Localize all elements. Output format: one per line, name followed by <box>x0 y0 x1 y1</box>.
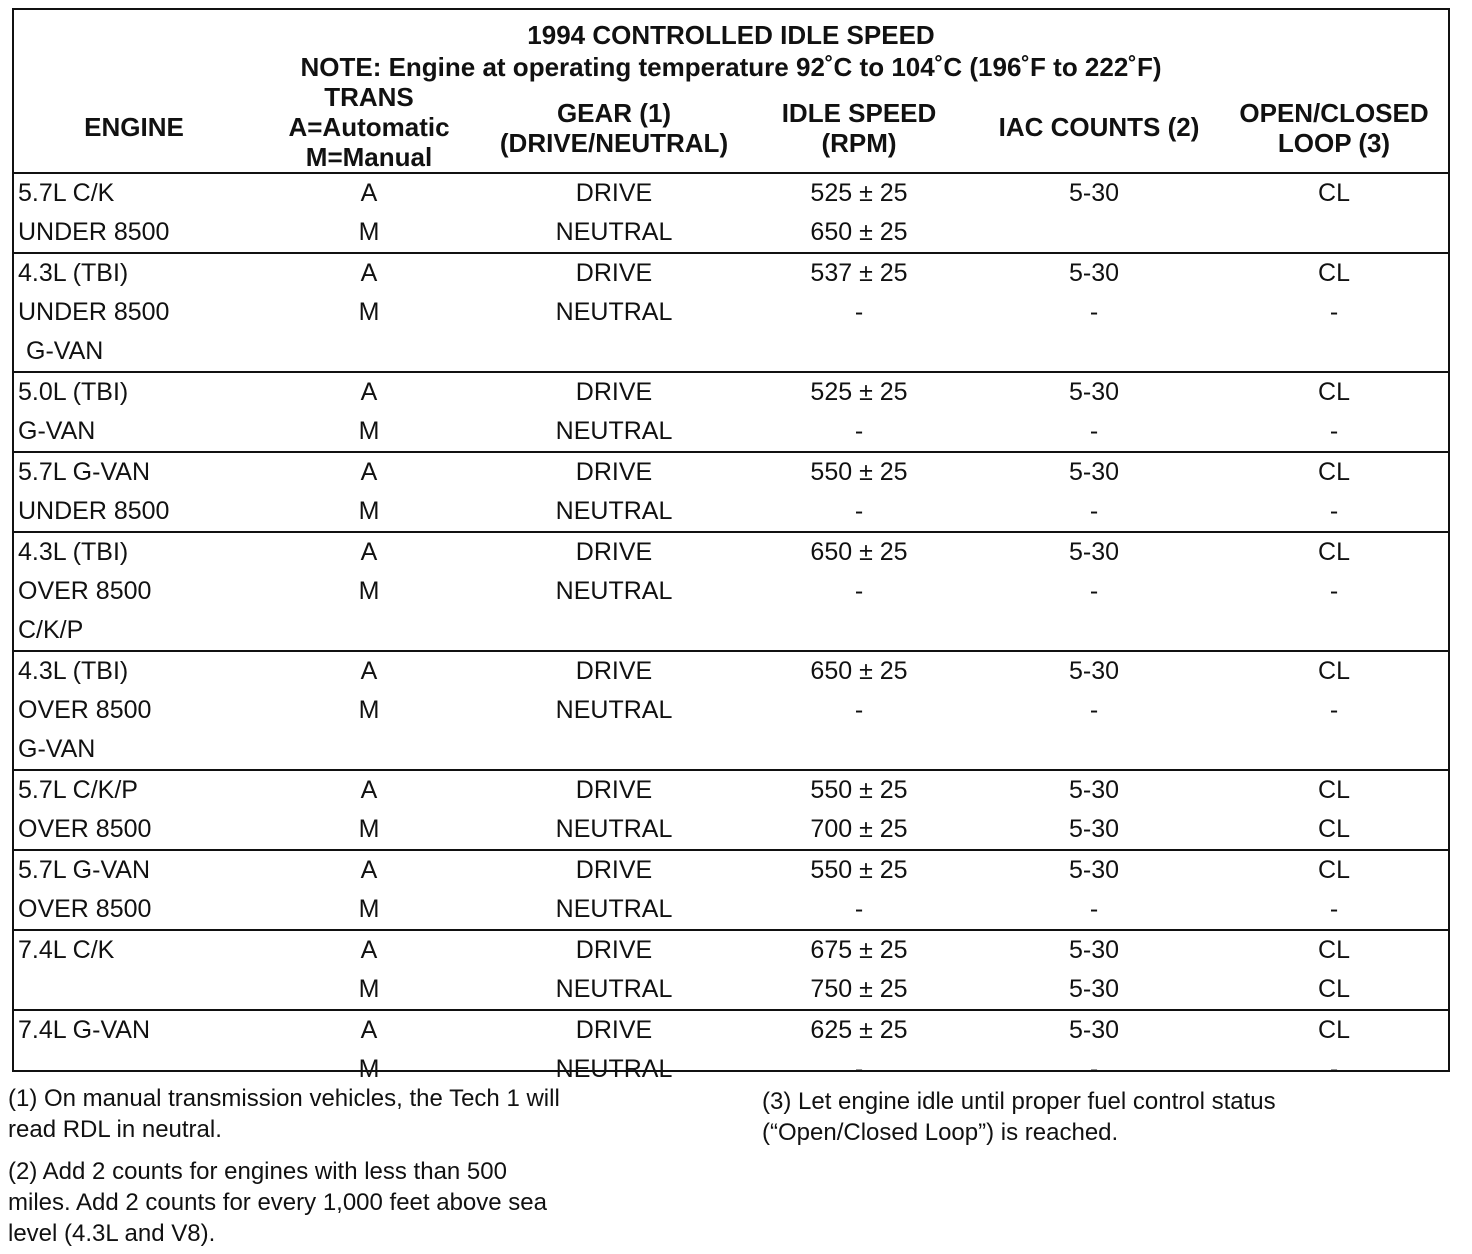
loop-cell: CL <box>1318 259 1350 287</box>
loop-cell: CL <box>1318 458 1350 486</box>
engine-cell: 5.7L G-VAN <box>18 458 150 486</box>
gear-cell: NEUTRAL <box>555 815 673 843</box>
table-row <box>14 931 1448 970</box>
table-row <box>14 373 1448 412</box>
iac-counts-cell: 5-30 <box>1068 179 1120 207</box>
trans-cell: A <box>360 179 378 207</box>
table-row <box>14 851 1448 890</box>
iac-counts-cell: 5-30 <box>1068 259 1120 287</box>
trans-cell: A <box>360 378 378 406</box>
iac-counts-cell: 5-30 <box>1068 856 1120 884</box>
trans-cell: M <box>358 975 380 1003</box>
engine-cell: 7.4L C/K <box>18 936 115 964</box>
iac-counts-cell: 5-30 <box>1068 815 1120 843</box>
table-row <box>14 771 1448 810</box>
engine-group <box>14 373 1448 453</box>
idle-speed-cell: 700 ± 25 <box>810 815 908 843</box>
table-row <box>14 1011 1448 1050</box>
engine-group <box>14 533 1448 652</box>
table-row <box>14 730 1448 769</box>
engine-group <box>14 1011 1448 1089</box>
idle-speed-cell: 650 ± 25 <box>810 657 908 685</box>
iac-counts-cell: - <box>1089 895 1099 923</box>
loop-cell: CL <box>1318 179 1350 207</box>
idle-speed-cell: 550 ± 25 <box>810 776 908 804</box>
engine-group <box>14 174 1448 254</box>
idle-speed-cell: 525 ± 25 <box>810 179 908 207</box>
trans-cell: A <box>360 856 378 884</box>
table-row <box>14 572 1448 611</box>
engine-cell: G-VAN <box>18 417 96 445</box>
iac-counts-cell: 5-30 <box>1068 538 1120 566</box>
table-row <box>14 332 1448 371</box>
trans-cell: M <box>358 815 380 843</box>
table-row <box>14 453 1448 492</box>
idle-speed-cell: 675 ± 25 <box>810 936 908 964</box>
engine-cell: 5.7L G-VAN <box>18 856 150 884</box>
gear-cell: NEUTRAL <box>555 975 673 1003</box>
gear-cell: NEUTRAL <box>555 497 673 525</box>
trans-cell: M <box>358 696 380 724</box>
loop-cell: CL <box>1318 378 1350 406</box>
loop-cell: CL <box>1318 936 1350 964</box>
trans-cell: A <box>360 936 378 964</box>
table-row <box>14 412 1448 451</box>
table-body <box>14 174 1448 1089</box>
idle-speed-cell: - <box>854 298 864 326</box>
gear-cell: NEUTRAL <box>555 577 673 605</box>
engine-cell: 5.0L (TBI) <box>18 378 129 406</box>
table-row <box>14 611 1448 650</box>
idle-speed-cell: 650 ± 25 <box>810 538 908 566</box>
col-head-trans: TRANS A=Automatic M=Manual <box>288 82 450 172</box>
gear-cell: NEUTRAL <box>555 218 673 246</box>
engine-cell: OVER 8500 <box>18 895 152 923</box>
table-row <box>14 174 1448 213</box>
iac-counts-cell: 5-30 <box>1068 378 1120 406</box>
table-row <box>14 970 1448 1009</box>
engine-group <box>14 771 1448 851</box>
table-row <box>14 691 1448 730</box>
table-row <box>14 213 1448 252</box>
gear-cell: DRIVE <box>575 776 653 804</box>
trans-cell: A <box>360 538 378 566</box>
table-row <box>14 293 1448 332</box>
iac-counts-cell: 5-30 <box>1068 776 1120 804</box>
engine-cell: G-VAN <box>26 337 104 365</box>
iac-counts-cell: - <box>1089 1055 1099 1083</box>
idle-speed-cell: 650 ± 25 <box>810 218 908 246</box>
idle-speed-cell: 625 ± 25 <box>810 1016 908 1044</box>
idle-speed-cell: 550 ± 25 <box>810 856 908 884</box>
iac-counts-cell: - <box>1089 577 1099 605</box>
table-header <box>14 10 1448 174</box>
loop-cell: - <box>1329 298 1339 326</box>
engine-cell: OVER 8500 <box>18 815 152 843</box>
loop-cell: - <box>1329 417 1339 445</box>
trans-cell: A <box>360 458 378 486</box>
idle-speed-cell: 525 ± 25 <box>810 378 908 406</box>
gear-cell: DRIVE <box>575 538 653 566</box>
gear-cell: DRIVE <box>575 1016 653 1044</box>
loop-cell: CL <box>1318 657 1350 685</box>
engine-cell: G-VAN <box>18 735 96 763</box>
loop-cell: - <box>1329 1055 1339 1083</box>
trans-cell: M <box>358 1055 380 1083</box>
engine-cell: 4.3L (TBI) <box>18 259 129 287</box>
idle-speed-cell: - <box>854 497 864 525</box>
engine-group <box>14 652 1448 771</box>
loop-cell: - <box>1329 577 1339 605</box>
trans-cell: A <box>360 657 378 685</box>
idle-speed-cell: - <box>854 417 864 445</box>
footnote-2: (2) Add 2 counts for engines with less than 500 miles. Add 2 counts for every 1,000 feet above sea level (4.3L and V8). <box>8 1158 547 1247</box>
iac-counts-cell: - <box>1089 497 1099 525</box>
table-row <box>14 810 1448 849</box>
idle-speed-cell: - <box>854 1055 864 1083</box>
engine-cell: 4.3L (TBI) <box>18 657 129 685</box>
trans-cell: M <box>358 895 380 923</box>
loop-cell: CL <box>1318 1016 1350 1044</box>
table-row <box>14 890 1448 929</box>
gear-cell: DRIVE <box>575 259 653 287</box>
loop-cell: CL <box>1318 815 1350 843</box>
trans-cell: A <box>360 776 378 804</box>
iac-counts-cell: 5-30 <box>1068 936 1120 964</box>
engine-cell: OVER 8500 <box>18 577 152 605</box>
idle-speed-cell: 750 ± 25 <box>810 975 908 1003</box>
table-note: NOTE: Engine at operating temperature 92˚C to 104˚C (196˚F to 222˚F) <box>300 52 1162 82</box>
engine-cell: 4.3L (TBI) <box>18 538 129 566</box>
trans-cell: A <box>360 259 378 287</box>
col-head-loop: OPEN/CLOSED LOOP (3) <box>1239 98 1429 158</box>
engine-cell: UNDER 8500 <box>18 298 170 326</box>
gear-cell: DRIVE <box>575 378 653 406</box>
loop-cell: CL <box>1318 856 1350 884</box>
trans-cell: M <box>358 417 380 445</box>
gear-cell: NEUTRAL <box>555 417 673 445</box>
gear-cell: NEUTRAL <box>555 696 673 724</box>
idle-speed-cell: 537 ± 25 <box>810 259 908 287</box>
gear-cell: DRIVE <box>575 657 653 685</box>
gear-cell: DRIVE <box>575 936 653 964</box>
engine-cell: 5.7L C/K <box>18 179 115 207</box>
trans-cell: M <box>358 298 380 326</box>
table-title: 1994 CONTROLLED IDLE SPEED <box>527 20 935 50</box>
table-row <box>14 652 1448 691</box>
engine-cell: 7.4L G-VAN <box>18 1016 150 1044</box>
col-head-engine: ENGINE <box>84 112 184 142</box>
engine-cell: UNDER 8500 <box>18 497 170 525</box>
engine-group <box>14 453 1448 533</box>
idle-speed-cell: - <box>854 895 864 923</box>
engine-group <box>14 931 1448 1011</box>
trans-cell: M <box>358 577 380 605</box>
idle-speed-cell: - <box>854 577 864 605</box>
table-row <box>14 533 1448 572</box>
gear-cell: NEUTRAL <box>555 1055 673 1083</box>
loop-cell: CL <box>1318 776 1350 804</box>
table-row <box>14 492 1448 531</box>
footnote-3: (3) Let engine idle until proper fuel control status (“Open/Closed Loop”) is reached. <box>762 1088 1276 1146</box>
iac-counts-cell: - <box>1089 696 1099 724</box>
gear-cell: NEUTRAL <box>555 298 673 326</box>
engine-group <box>14 851 1448 931</box>
iac-counts-cell: - <box>1089 298 1099 326</box>
gear-cell: DRIVE <box>575 179 653 207</box>
loop-cell: - <box>1329 696 1339 724</box>
trans-cell: A <box>360 1016 378 1044</box>
engine-group <box>14 254 1448 373</box>
footnote-1: (1) On manual transmission vehicles, the Tech 1 will read RDL in neutral. <box>8 1085 560 1143</box>
loop-cell: CL <box>1318 538 1350 566</box>
iac-counts-cell: 5-30 <box>1068 1016 1120 1044</box>
iac-counts-cell: 5-30 <box>1068 657 1120 685</box>
col-head-gear: GEAR (1) (DRIVE/NEUTRAL) <box>499 98 729 158</box>
iac-counts-cell: 5-30 <box>1068 975 1120 1003</box>
gear-cell: DRIVE <box>575 856 653 884</box>
table-row <box>14 254 1448 293</box>
idle-speed-cell: 550 ± 25 <box>810 458 908 486</box>
loop-cell: CL <box>1318 975 1350 1003</box>
idle-speed-table <box>12 8 1450 1083</box>
trans-cell: M <box>358 218 380 246</box>
engine-cell: OVER 8500 <box>18 696 152 724</box>
gear-cell: NEUTRAL <box>555 895 673 923</box>
iac-counts-cell: - <box>1089 417 1099 445</box>
engine-cell: C/K/P <box>18 616 84 644</box>
idle-speed-cell: - <box>854 696 864 724</box>
iac-counts-cell: 5-30 <box>1068 458 1120 486</box>
gear-cell: DRIVE <box>575 458 653 486</box>
engine-cell: UNDER 8500 <box>18 218 170 246</box>
loop-cell: - <box>1329 895 1339 923</box>
trans-cell: M <box>358 497 380 525</box>
col-head-iac-counts: IAC COUNTS (2) <box>998 112 1200 142</box>
col-head-idle-speed: IDLE SPEED (RPM) <box>781 98 937 158</box>
loop-cell: - <box>1329 497 1339 525</box>
engine-cell: 5.7L C/K/P <box>18 776 138 804</box>
